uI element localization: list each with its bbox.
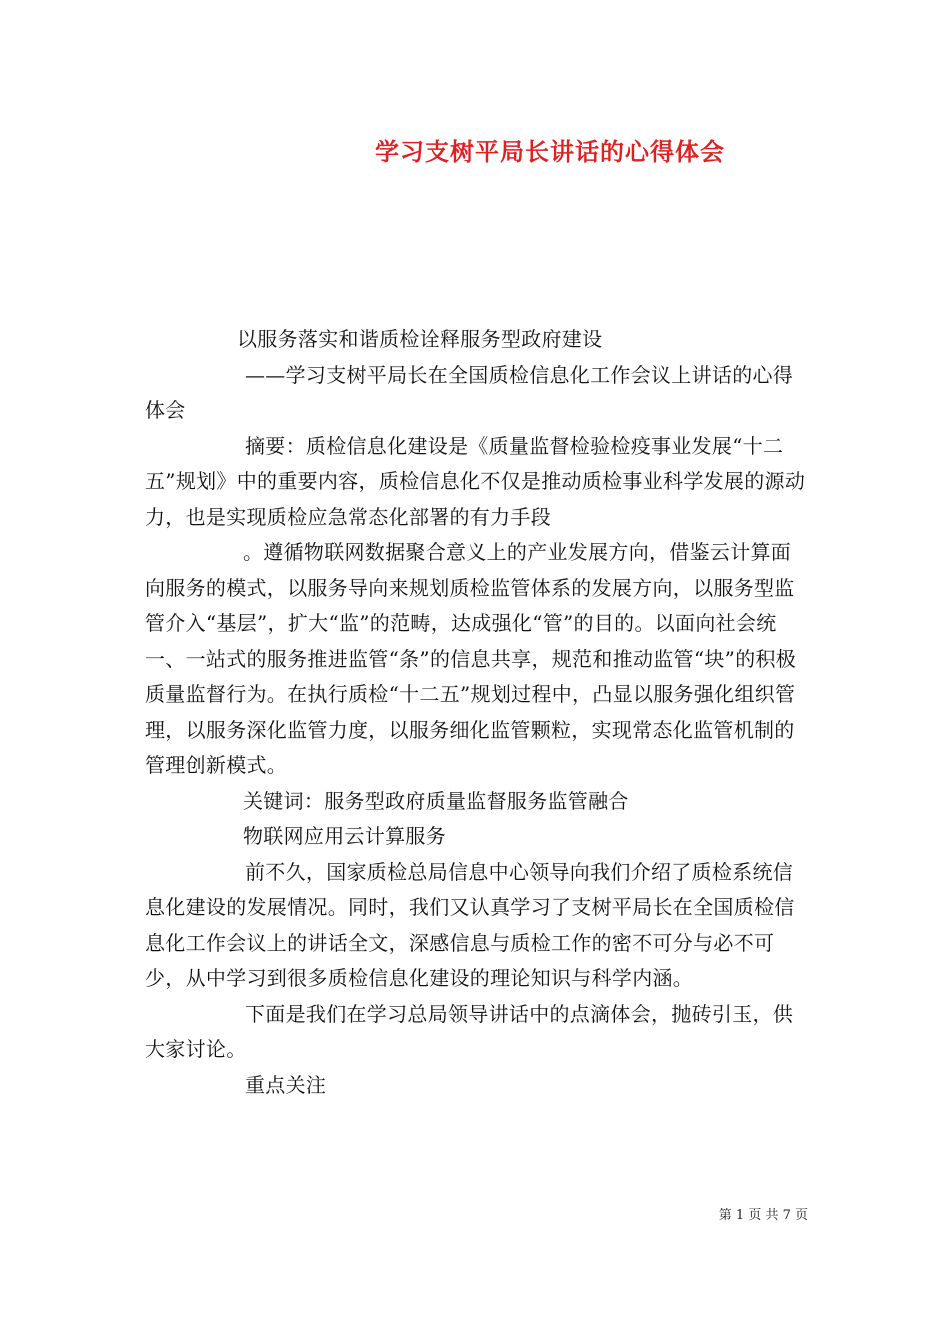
abstract-continuation: 。遵循物联网数据聚合意义上的产业发展方向，借鉴云计算面向服务的模式，以服务导向来规划质检监管体系的发展方向，以服务型监管介入“基层”，扩大“监”的范畴，达成强化“管”的目的。以面向社会统一、一站式的服务推进监管“条”的信息共享，规范和推动监管“块”的积极质量监督行为。在执行质检“十二五”规划过程中，凸显以服务强化组织管理，以服务深化监管力度，以服务细化监管颗粒，实现常态化监管机制的管理创新模式。 (145, 540, 797, 777)
abstract-paragraph: 摘要：质检信息化建设是《质量监督检验检疫事业发展“十二五”规划》中的重要内容，质检信息化不仅是推动质检事业科学发展的源动力，也是实现质检应急常态化部署的有力手段 (145, 433, 806, 529)
subtitle: 以服务落实和谐质检诠释服务型政府建设 (237, 327, 603, 351)
keywords-line-2: 物联网应用云计算服务 (243, 824, 446, 848)
page-footer: 第 1 页 共 7 页 (718, 1208, 808, 1223)
sub-subtitle: ——学习支树平局长在全国质检信息化工作会议上讲话的心得体会 (145, 362, 794, 422)
body-paragraph: 前不久，国家质检总局信息中心领导向我们介绍了质检系统信息化建设的发展情况。同时，我们又认真学习了支树平局长在全国质检信息化工作会议上的讲话全文，深感信息与质检工作的密不可分与必不可少，从中学习到很多质检信息化建设的理论知识与科学内涵。 (145, 859, 795, 990)
document-title: 学习支树平局长讲话的心得体会 (375, 137, 725, 166)
keywords-line: 关键词：服务型政府质量监督服务监管融合 (243, 788, 629, 813)
document-body (145, 322, 810, 1103)
section-heading: 重点关注 (245, 1072, 327, 1097)
body-paragraph: 下面是我们在学习总局领导讲话中的点滴体会，抛砖引玉，供大家讨论。 (145, 1001, 794, 1061)
